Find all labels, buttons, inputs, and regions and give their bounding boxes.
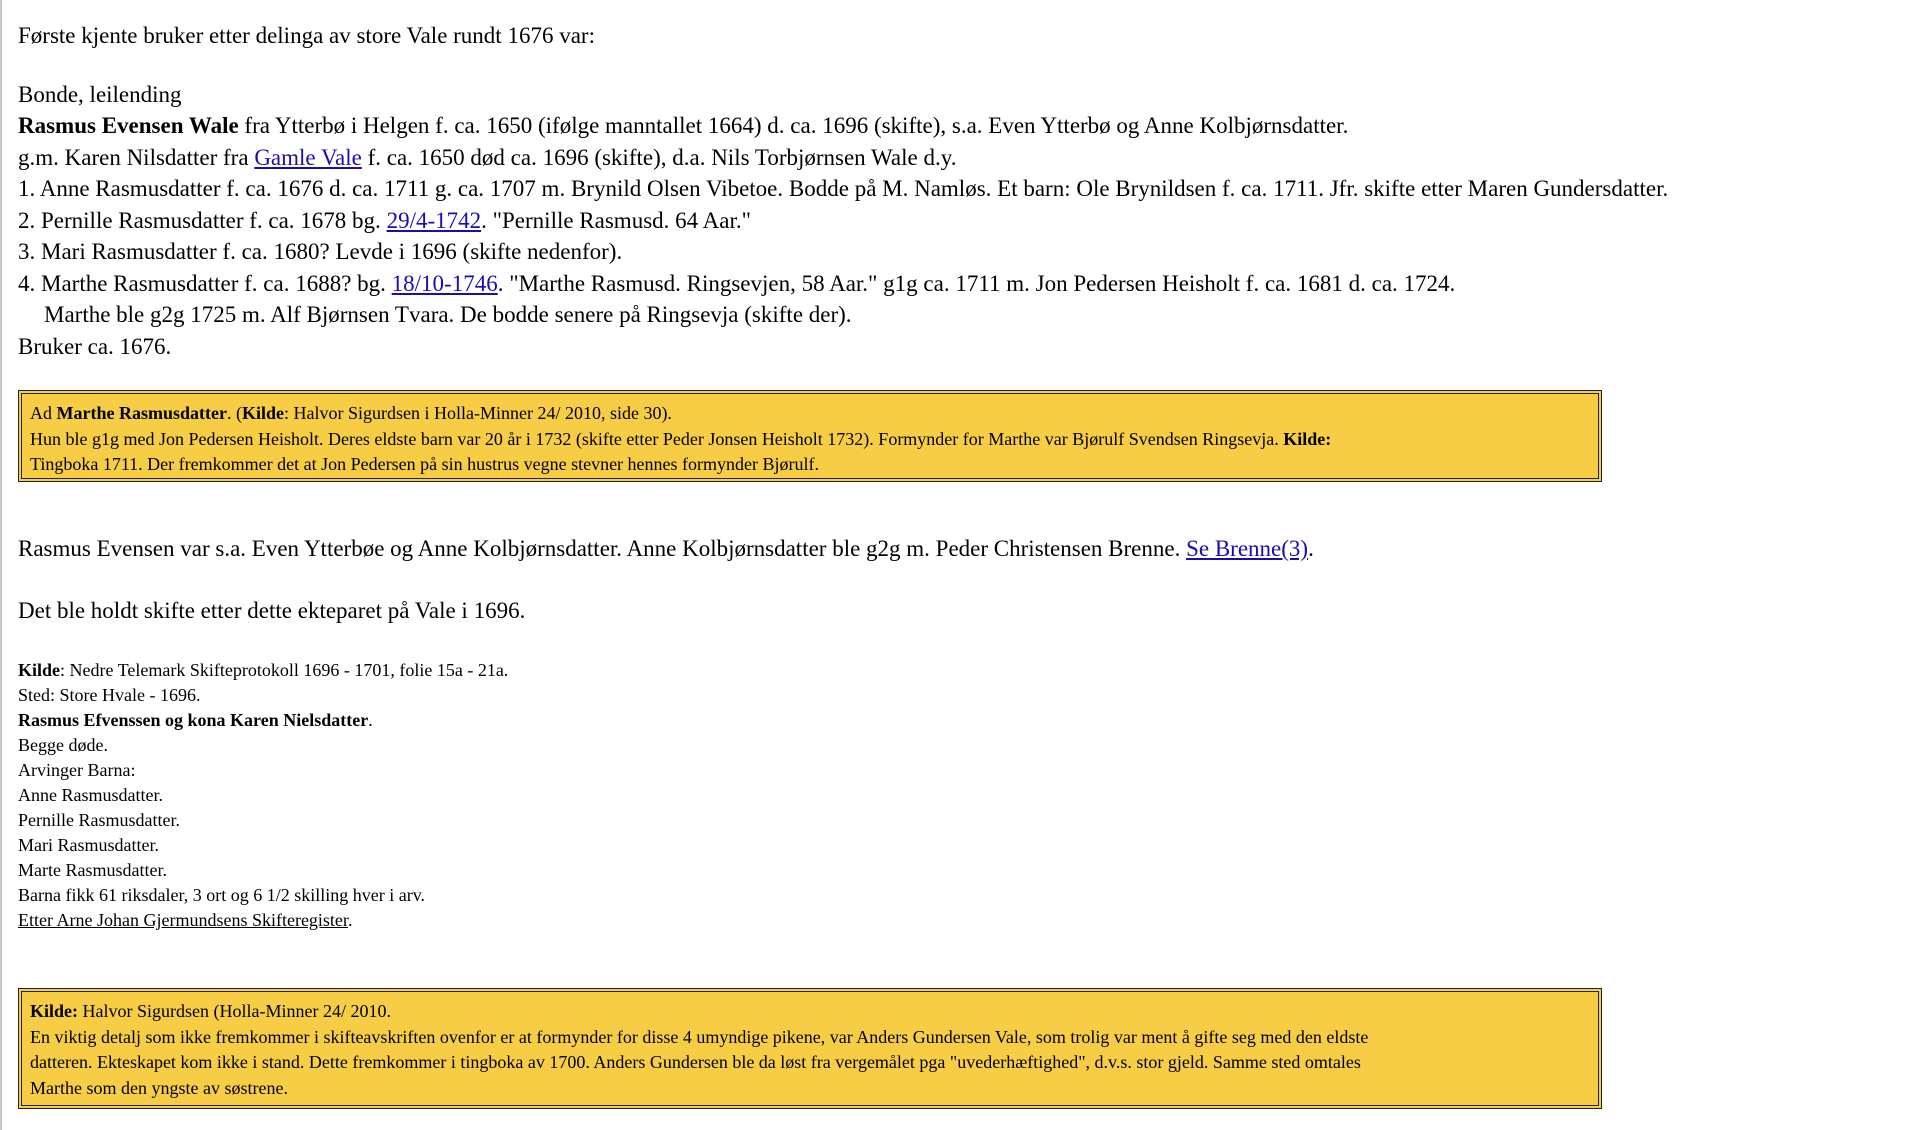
- note-box-formynder: [18, 988, 1602, 1109]
- bruker-text: Bruker ca. 1676.: [18, 334, 172, 359]
- child-4: [18, 268, 1455, 300]
- child-4-post: . "Marthe Rasmusd. Ringsevjen, 58 Aar." g1g ca. 1711 m. Jon Pedersen Heisholt f. ca. 1681 d. ca. 1724.: [497, 271, 1456, 296]
- skifte-line-2: Arvinger Barna:: [18, 760, 136, 780]
- box2-line4: Marthe som den yngste av søstrene.: [30, 1077, 288, 1098]
- skifte-etter-line: [18, 908, 352, 933]
- skifte-kilde-label: Kilde: [18, 660, 61, 680]
- parents-line: [18, 533, 1314, 565]
- parents-post: .: [1308, 536, 1314, 561]
- se-brenne-link[interactable]: Se Brenne(3): [1186, 536, 1309, 561]
- skifteregister-link[interactable]: Etter Arne Johan Gjermundsens Skifteregister: [18, 910, 348, 930]
- skifte-names: Rasmus Efvenssen og kona Karen Nielsdatter: [18, 710, 369, 730]
- skifte-intro: Det ble holdt skifte etter dette ekteparet på Vale i 1696.: [18, 598, 526, 623]
- note-box-marthe: [18, 390, 1602, 482]
- spouse-post: f. ca. 1650 død ca. 1696 (skifte), d.a. Nils Torbjørnsen Wale d.y.: [361, 145, 957, 170]
- box1-l1-post: : Halvor Sigurdsen i Holla-Minner 24/ 2010, side 30).: [283, 403, 672, 423]
- gamle-vale-link[interactable]: Gamle Vale: [254, 145, 362, 170]
- child-4-burial-link[interactable]: 18/10-1746: [391, 271, 498, 296]
- box2-line1: [30, 999, 1590, 1025]
- box2-line2: En viktig detalj som ikke fremkommer i skifteavskriften ovenfor er at formynder for disse 4 umyndige pikene, var Anders Gundersen Vale, som trolig var ment å gifte seg med den eldste: [30, 1026, 1369, 1047]
- skifte-sted: Sted: Store Hvale - 1696.: [18, 685, 201, 705]
- skifte-names-line: [18, 708, 373, 733]
- skifte-names-post: .: [368, 710, 373, 730]
- child-4-continuation: Marthe ble g2g 1725 m. Alf Bjørnsen Tvara. De bodde senere på Ringsevja (skifte der).: [44, 302, 852, 327]
- box2-l1: Halvor Sigurdsen (Holla-Minner 24/ 2010.: [78, 1001, 391, 1021]
- spouse-pre: g.m. Karen Nilsdatter fra: [18, 145, 255, 170]
- parents-text: Rasmus Evensen var s.a. Even Ytterbøe og Anne Kolbjørnsdatter. Anne Kolbjørnsdatter ble g2g m. Peder Christensen Brenne.: [18, 536, 1187, 561]
- child-4-pre: 4. Marthe Rasmusdatter f. ca. 1688? bg.: [18, 271, 392, 296]
- left-border: [0, 0, 2, 1130]
- box1-marthe-name: Marthe Rasmusdatter: [56, 403, 227, 423]
- child-2-post: . "Pernille Rasmusd. 64 Aar.": [481, 208, 751, 233]
- box2-kilde-label: Kilde:: [30, 1001, 78, 1021]
- child-3: 3. Mari Rasmusdatter f. ca. 1680? Levde i 1696 (skifte nedenfor).: [18, 239, 623, 264]
- skifte-etter-post: .: [347, 910, 353, 930]
- person-name: Rasmus Evensen Wale: [18, 113, 239, 138]
- skifte-line-6: Marte Rasmusdatter.: [18, 860, 167, 880]
- skifte-line-3: Anne Rasmusdatter.: [18, 785, 163, 805]
- box1-l2-text: Hun ble g1g med Jon Pedersen Heisholt. Deres eldste barn var 20 år i 1732 (skifte etter Peder Jonsen Heisholt 1732). Formynder for Marthe var Bjørulf Svendsen Ringsevja.: [30, 428, 1284, 449]
- child-2-pre: 2. Pernille Rasmusdatter f. ca. 1678 bg.: [18, 208, 387, 233]
- skifte-line-5: Mari Rasmusdatter.: [18, 835, 159, 855]
- box1-line1: [30, 401, 1590, 427]
- spouse-line: [18, 142, 956, 174]
- child-1: 1. Anne Rasmusdatter f. ca. 1676 d. ca. 1711 g. ca. 1707 m. Brynild Olsen Vibetoe. Bodde på M. Namløs. Et barn: Ole Brynildsen f. ca. 1711. Jfr. skifte etter Maren Gundersdatter.: [18, 176, 1669, 201]
- box2-line3: datteren. Ekteskapet kom ikke i stand. Dette fremkommer i tingboka av 1700. Anders Gundersen ble da løst fra vergemålet pga "uvederhæftighed", d.v.s. stor gjeld. Samme sted omtales: [30, 1052, 1361, 1072]
- box1-l1-pre: Ad: [30, 403, 57, 423]
- person-desc: fra Ytterbø i Helgen f. ca. 1650 (ifølge manntallet 1664) d. ca. 1696 (skifte), s.a. Even Ytterbø og Anne Kolbjørnsdatter.: [238, 113, 1349, 138]
- box1-line3: Tingboka 1711. Der fremkommer det at Jon Pedersen på sin hustrus vegne stevner hennes formynder Bjørulf.: [30, 454, 820, 474]
- box1-line2: [30, 427, 1590, 453]
- skifte-kilde-line: [18, 658, 508, 683]
- box1-l2-kilde: Kilde:: [1283, 428, 1332, 449]
- skifte-kilde-text: : Nedre Telemark Skifteprotokoll 1696 - 1701, folie 15a - 21a.: [60, 660, 509, 680]
- person-line: [18, 110, 1348, 142]
- skifte-line-1: Begge døde.: [18, 735, 108, 755]
- skifte-line-7: Barna fikk 61 riksdaler, 3 ort og 6 1/2 skilling hver i arv.: [18, 885, 426, 905]
- child-2-burial-link[interactable]: 29/4-1742: [386, 208, 482, 233]
- box1-kilde-label: Kilde: [241, 403, 284, 423]
- child-2: [18, 205, 751, 237]
- role-text: Bonde, leilending: [18, 82, 182, 107]
- intro-text: Første kjente bruker etter delinga av store Vale rundt 1676 var:: [18, 23, 595, 48]
- skifte-line-4: Pernille Rasmusdatter.: [18, 810, 180, 830]
- box1-l1-mid: . (: [226, 403, 242, 423]
